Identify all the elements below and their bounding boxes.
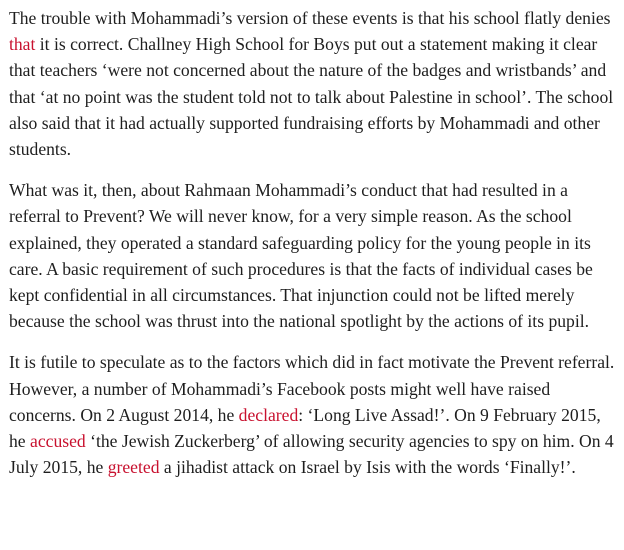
- paragraph-1-text-b: it is correct. Challney High School for Boys put out a statement making it clear that teachers ‘were not concerned about the nature of the badges and wristbands’ and that ‘at no point was the student told not to talk about Palestine in school’. The school also said that it had actually supported fundraising efforts by Mohammadi and other students.: [9, 34, 614, 160]
- paragraph-1: [9, 5, 621, 162]
- link-accused[interactable]: accused: [30, 431, 86, 452]
- paragraph-3: [9, 349, 621, 480]
- link-that[interactable]: that: [9, 34, 36, 55]
- paragraph-1-text-a: The trouble with Mohammadi’s version of these events is that his school flatly denies: [9, 8, 611, 28]
- article-body: [9, 5, 621, 495]
- paragraph-2: What was it, then, about Rahmaan Mohammadi’s conduct that had resulted in a referral to Prevent? We will never know, for a very simple reason. As the school explained, they operated a standard safeguarding policy for the young people in its care. A basic requirement of such procedures is that the facts of individual cases be kept confidential in all circumstances. That injunction could not be lifted merely because the school was thrust into the national spotlight by the actions of its pupil.: [9, 180, 593, 332]
- paragraph-3-text-a: It is futile to speculate as to the factors which did in fact motivate the Prevent referral. However, a number of Mohammadi’s Facebook posts might well have raised concerns. On 2 August 2014, he: [9, 352, 615, 425]
- paragraph-3-text-c: ‘the Jewish Zuckerberg’ of allowing security agencies to spy on him. On 4 July 2015, he: [9, 431, 614, 478]
- link-declared[interactable]: declared: [238, 404, 299, 425]
- paragraph-3-text-d: a jihadist attack on Israel by Isis with the words ‘Finally!’.: [159, 457, 576, 478]
- link-greeted[interactable]: greeted: [107, 457, 160, 478]
- paragraph-3-text-b: : ‘Long Live Assad!’. On 9 February 2015, he: [9, 404, 601, 452]
